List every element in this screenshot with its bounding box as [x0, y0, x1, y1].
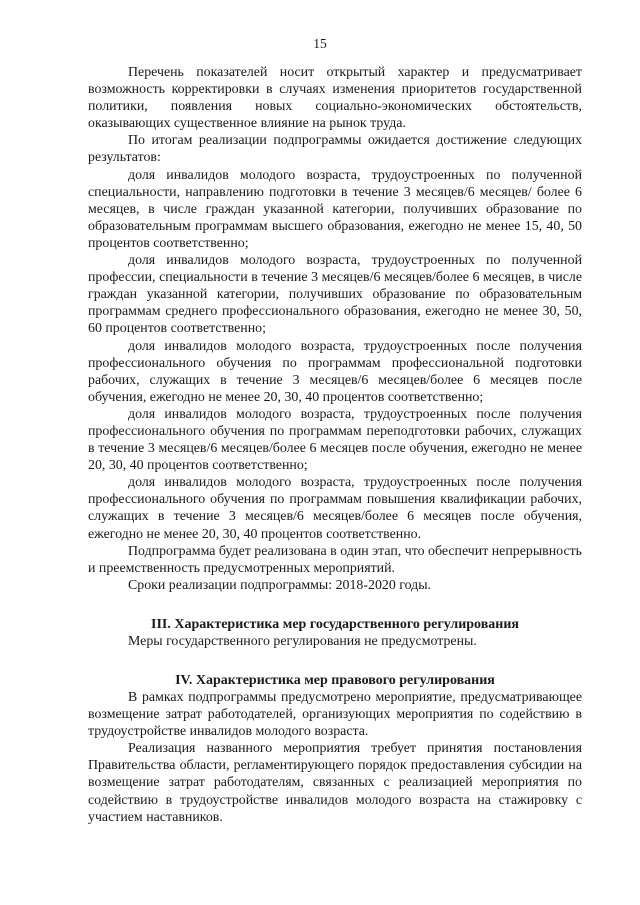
- paragraph: Перечень показателей носит открытый характер и предусматривает возможность корректировки в случаях изменения приоритетов государственной политики, появления новых социально-экономических обстоятельств, оказывающих существенное влияние на рынок труда.: [88, 65, 582, 132]
- page-number: 15: [313, 36, 327, 51]
- section-3: [88, 616, 582, 650]
- paragraph: Сроки реализации подпрограммы: 2018-2020 годы.: [128, 577, 432, 593]
- paragraph: В рамках подпрограммы предусмотрено мероприятие, предусматривающее возмещение затрат работодателей, организующих мероприятия по содействию в трудоустройстве инвалидов молодого возраста.: [88, 690, 582, 740]
- section-4: [88, 672, 582, 826]
- result-item: доля инвалидов молодого возраста, трудоустроенных по полученной специальности, направлению подготовки в течение 3 месяцев/6 месяцев/ более 6 месяцев, в числе граждан указанной категории, получивших образование по образовательным программам высшего образования, ежегодно не менее 15, 40, 50 процентов соответственно;: [88, 167, 582, 251]
- result-item: доля инвалидов молодого возраста, трудоустроенных после получения профессионального обучения по программам повышения квалификации рабочих, служащих в течение 3 месяцев/6 месяцев/более 6 месяцев после обучения, ежегодно не менее 20, 30, 40 процентов соответственно.: [88, 475, 582, 542]
- paragraph: Подпрограмма будет реализована в один этап, что обеспечит непрерывность и преемственность предусмотренных мероприятий.: [88, 543, 583, 576]
- result-item: доля инвалидов молодого возраста, трудоустроенных после получения профессионального обучения по программам профессиональной подготовки рабочих, служащих в течение 3 месяцев/6 месяцев/более 6 месяцев после обучения, ежегодно не менее 20, 30, 40 процентов соответственно;: [88, 338, 582, 405]
- paragraph: Меры государственного регулирования не предусмотрены.: [128, 633, 477, 649]
- paragraph: По итогам реализации подпрограммы ожидается достижение следующих результатов:: [88, 133, 582, 166]
- section-heading: IV. Характеристика мер правового регулирования: [175, 673, 495, 688]
- document-body: [88, 64, 582, 826]
- result-item: доля инвалидов молодого возраста, трудоустроенных по полученной профессии, специальности в течение 3 месяцев/6 месяцев/более 6 месяцев, в числе граждан указанной категории, получивших образование по образовательным программам среднего профессионального образования, ежегодно не менее 30, 50, 60 процентов соответственно;: [88, 253, 582, 337]
- section-heading: III. Характеристика мер государственного регулирования: [151, 616, 519, 632]
- result-item: доля инвалидов молодого возраста, трудоустроенных после получения профессионального обучения по программам переподготовки рабочих, служащих в течение 3 месяцев/6 месяцев/более 6 месяцев после обучения, ежегодно не менее 20, 30, 40 процентов соответственно;: [88, 406, 582, 474]
- paragraph: Реализация названного мероприятия требует принятия постановления Правительства области, регламентирующего порядок предоставления субсидии на возмещение затрат работодателям, связанных с реализацией мероприятия по содействию в трудоустройстве инвалидов молодого возраста на стажировку с участием наставников.: [88, 741, 582, 825]
